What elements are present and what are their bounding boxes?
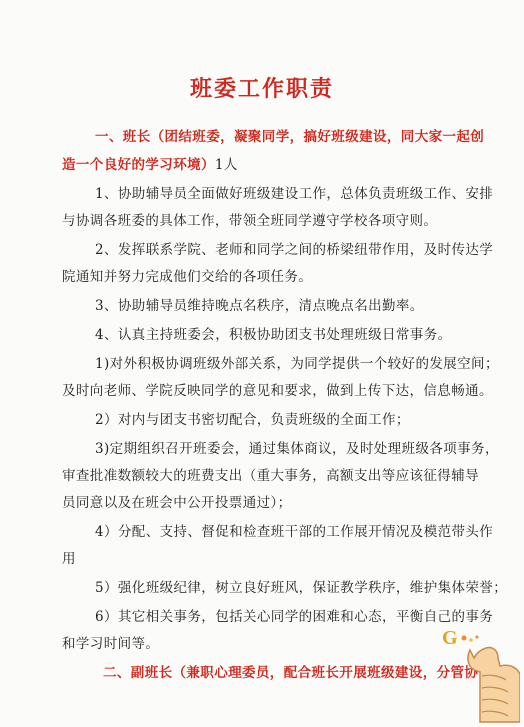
sticker-letter: G xyxy=(442,627,458,649)
section-1-heading-role-desc: 造一个良好的学习环境） xyxy=(62,157,215,173)
paragraph: 审查批准数额较大的班费支出（重大事务，高额支出等应该征得辅导 xyxy=(62,468,479,484)
thumbs-up-sticker-icon xyxy=(440,614,520,724)
paragraph: 2、发挥联系学院、老师和同学之间的桥梁纽带作用，及时传达学 xyxy=(95,242,494,258)
section-1-heading-count: 1人 xyxy=(214,157,238,173)
paragraph: 4、认真主持班委会，积极协助团支书处理班级日常事务。 xyxy=(95,327,452,343)
paragraph: 员同意以及在班会中公开投票通过）； xyxy=(62,495,292,511)
paragraph: 和学习时间等。 xyxy=(62,636,160,652)
document-title: 班委工作职责 xyxy=(189,76,334,102)
section-1-heading-line-1: 一、班长（团结班委，凝聚同学，搞好班级建设，同大家一起创 xyxy=(95,129,485,145)
section-2-heading: 二、副班长（兼职心理委员，配合班长开展班级建设，分管协 xyxy=(103,665,479,681)
paragraph: 3)定期组织召开班委会，通过集体商议，及时处理班级各项事务， xyxy=(95,441,499,457)
paragraph: 与协调各班委的具体工作，带领全班同学遵守学校各项守则。 xyxy=(62,213,438,229)
paragraph: 6）其它相关事务，包括关心同学的困难和心态，平衡自己的事务 xyxy=(95,609,494,625)
section-1-heading-line-2 xyxy=(62,156,238,174)
paragraph: 2）对内与团支书密切配合，负责班级的全面工作； xyxy=(95,412,410,428)
paragraph: 及时向老师、学院反映同学的意见和要求，做到上传下达，信息畅通。 xyxy=(62,383,493,399)
paragraph: 4）分配、支持、督促和检查班干部的工作展开情况及模范带头作 xyxy=(95,524,494,540)
paragraph: 1)对外积极协调班级外部关系，为同学提供一个较好的发展空间； xyxy=(95,356,499,372)
paragraph: 5）强化班级纪律，树立良好班风，保证教学秩序，维护集体荣誉； xyxy=(95,580,508,596)
paragraph: 3、协助辅导员维持晚点名秩序，清点晚点名出勤率。 xyxy=(95,298,424,314)
paragraph: 1、协助辅导员全面做好班级建设工作，总体负责班级工作、安排 xyxy=(95,186,494,202)
paragraph: 用 xyxy=(62,551,76,567)
paragraph: 院通知并努力完成他们交给的各项任务。 xyxy=(62,269,313,285)
